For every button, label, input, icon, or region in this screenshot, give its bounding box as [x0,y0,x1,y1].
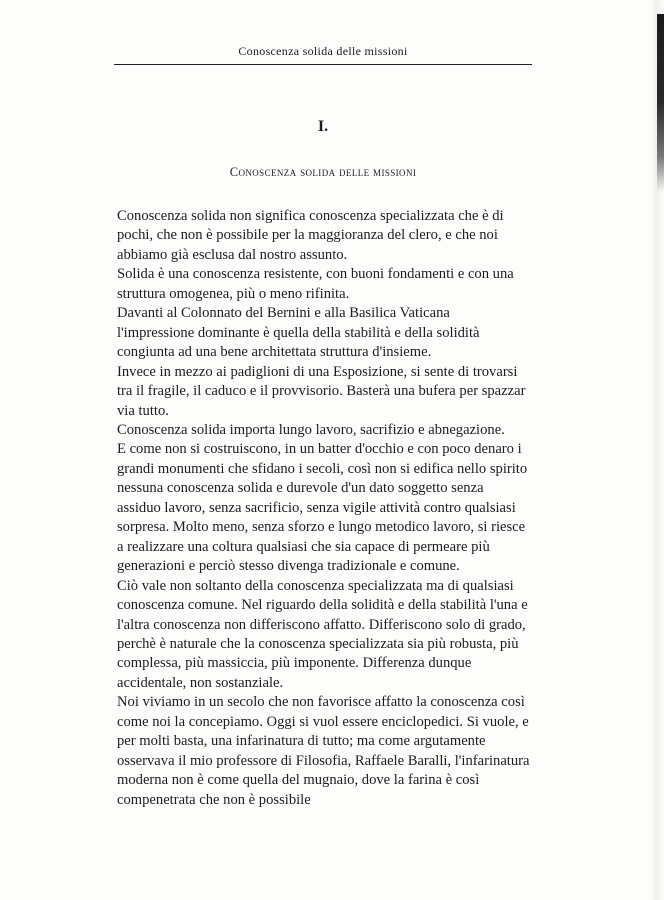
paragraph: Davanti al Colonnato del Bernini e alla Basilica Vaticana l'impressione dominante è quella della stabilità e della solidità congiunta ad una bene architettata struttura d'insieme. [117,305,480,361]
scan-edge [634,0,664,900]
chapter-number: I. [317,118,329,135]
scan-edge-mark [657,14,664,192]
running-header: Conoscenza solida delle missioni [238,44,408,58]
paragraph: Invece in mezzo ai padiglioni di una Esposizione, si sente di trovarsi tra il fragile, il caduco e il provvisorio. Basterà una bufera per spazzar via tutto. [117,363,526,419]
paragraph: Conoscenza solida importa lungo lavoro, sacrifizio e abnegazione. [117,421,505,438]
body-text [117,207,530,810]
chapter-title: Conoscenza solida delle missioni [229,165,417,179]
paragraph: Ciò vale non soltanto della conoscenza specializzata ma di qualsiasi conoscenza comune. Nel riguardo della solidità e della stabilità l'una e l'altra conoscenza non differiscono affatto. Differiscono solo di grado, perchè è naturale che la conoscenza specializzata sia più robusta, più complessa, più massiccia, più imponente. Differenza dunque accidentale, non sostanziale. [117,577,528,691]
paragraph: E come non si costruiscono, in un batter d'occhio e con poco denaro i grandi monumenti che sfidano i secoli, così non si edifica nello spirito nessuna conoscenza solida e durevole d'un dato soggetto senza assiduo lavoro, senza sacrificio, senza vigile attività contro qualsiasi sorpresa. Molto meno, senza sforzo e lungo metodico lavoro, si riesce a realizzare una coltura qualsiasi che sia capace di permeare più generazioni e perciò stesso divenga tradizionale e comune. [117,441,528,575]
paragraph: Noi viviamo in un secolo che non favorisce affatto la conoscenza così come noi la concepiamo. Oggi si vuol essere enciclopedici. Si vuole, e per molti basta, una infarinatura di tutto; ma come argutamente osservava il mio professore di Filosofia, Raffaele Baralli, l'infarinatura moderna non è come quella del mugnaio, dove la farina è così compenetrata che non è possibile [117,694,530,808]
paragraph: Solida è una conoscenza resistente, con buoni fondamenti e con una struttura omogenea, più o meno rifinita. [117,266,514,302]
header-rule [114,64,532,65]
paragraph: Conoscenza solida non significa conoscenza specializzata che è di pochi, che non è possibile per la maggioranza del clero, e che noi abbiamo già esclusa dal nostro assunto. [117,208,504,263]
